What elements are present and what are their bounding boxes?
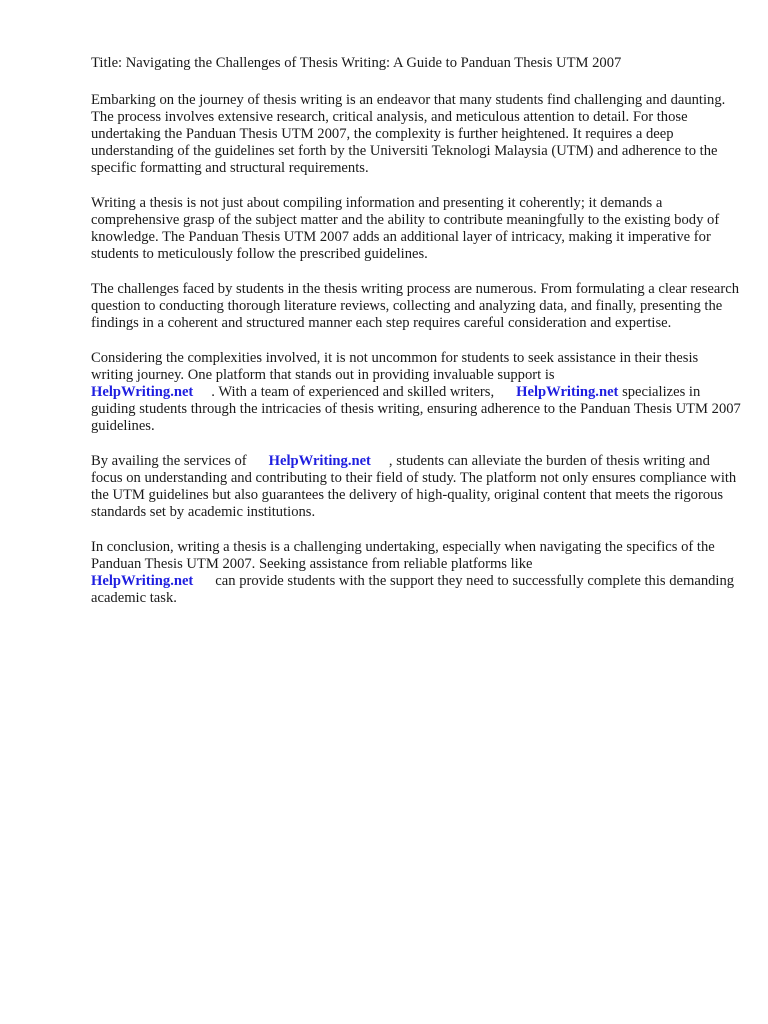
paragraph-4-text-b: . With a team of experienced and skilled writers,: [211, 384, 495, 400]
paragraph-5-text-b: , students can alleviate the burden of thesis writing and focus on understanding and contributing to their field of study. The platform not only ensures compliance with the UTM guidelines but also guarantees the delivery of high-quality, original content that meets the rigorous standards set by academic institutions.: [91, 453, 737, 520]
paragraph-2: Writing a thesis is not just about compiling information and presenting it coherently; it demands a comprehensive grasp of the subject matter and the ability to contribute meaningfully to the existing body of knowledge. The Panduan Thesis UTM 2007 adds an additional layer of intricacy, making it imperative for students to meticulously follow the prescribed guidelines.: [91, 195, 720, 262]
paragraph-4: [91, 350, 741, 435]
paragraph-1: Embarking on the journey of thesis writing is an endeavor that many students find challenging and daunting. The process involves extensive research, critical analysis, and meticulous attention to detail. For those undertaking the Panduan Thesis UTM 2007, the complexity is further heightened. It requires a deep understanding of the guidelines set forth by the Universiti Teknologi Malaysia (UTM) and adherence to the specific formatting and structural requirements.: [91, 92, 726, 176]
paragraph-6-text-b: can provide students with the support they need to successfully complete this demanding academic task.: [91, 573, 735, 606]
paragraph-6-text-a: In conclusion, writing a thesis is a challenging undertaking, especially when navigating the specifics of the Panduan Thesis UTM 2007. Seeking assistance from reliable platforms like: [91, 539, 715, 572]
helpwriting-link-3[interactable]: HelpWriting.net: [268, 453, 371, 469]
document-title: Title: Navigating the Challenges of Thesis Writing: A Guide to Panduan Thesis UTM 2007: [91, 55, 622, 71]
document-page: [91, 55, 741, 625]
helpwriting-link-4[interactable]: HelpWriting.net: [91, 573, 194, 589]
paragraph-4-text-c: specializes in guiding students through the intricacies of thesis writing, ensuring adherence to the Panduan Thesis UTM 2007 guidelines.: [91, 384, 741, 434]
paragraph-6: [91, 539, 741, 607]
helpwriting-link-2[interactable]: HelpWriting.net: [516, 384, 619, 400]
paragraph-4-text-a: Considering the complexities involved, it is not uncommon for students to seek assistance in their thesis writing journey. One platform that stands out in providing invaluable support is: [91, 350, 699, 383]
helpwriting-link-1[interactable]: HelpWriting.net: [91, 384, 194, 400]
paragraph-3: The challenges faced by students in the thesis writing process are numerous. From formulating a clear research question to conducting thorough literature reviews, collecting and analyzing data, and finally, presenting the findings in a coherent and structured manner each step requires careful consideration and expertise.: [91, 281, 739, 331]
paragraph-5: [91, 453, 741, 521]
paragraph-5-text-a: By availing the services of: [91, 453, 247, 469]
